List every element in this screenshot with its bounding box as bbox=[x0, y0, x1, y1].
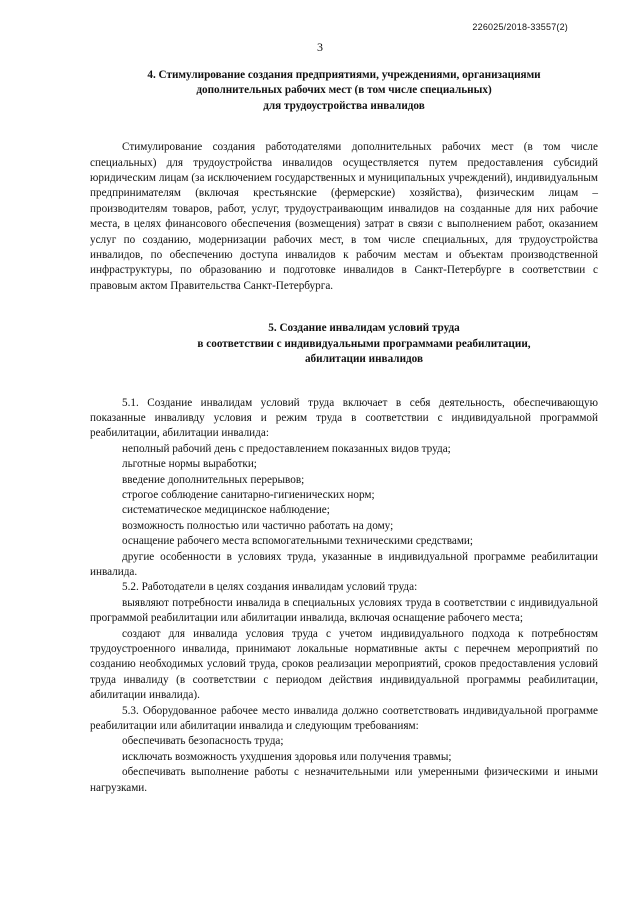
list-item: другие особенности в условиях труда, указанные в индивидуальной программе реабилитации инвалида. bbox=[90, 550, 598, 578]
section-4-heading-line: для трудоустройства инвалидов bbox=[263, 99, 425, 112]
list-item: выявляют потребности инвалида в специальных условиях труда в соответствии с индивидуальной программой реабилитации или абилитации инвалида, включая оснащение рабочего места; bbox=[90, 596, 598, 625]
section-5-heading-line: в соответствии с индивидуальными программами реабилитации, bbox=[197, 337, 531, 350]
page-number: 3 bbox=[317, 40, 323, 54]
paragraph-5-2-intro: 5.2. Работодатели в целях создания инвалидам условий труда: bbox=[122, 581, 418, 594]
list-item: неполный рабочий день с предоставлением показанных видов труда; bbox=[122, 442, 451, 455]
document-body bbox=[90, 66, 598, 796]
list-item: систематическое медицинское наблюдение; bbox=[122, 504, 330, 517]
list-item: исключать возможность ухудшения здоровья или получения травмы; bbox=[122, 750, 452, 763]
list-item: обеспечивать выполнение работы с незначительными или умеренными физическими и иными нагрузками. bbox=[90, 766, 598, 794]
section-5-body bbox=[90, 396, 598, 797]
list-item: введение дополнительных перерывов; bbox=[122, 473, 305, 486]
section-4-heading bbox=[90, 68, 598, 114]
list-item: льготные нормы выработки; bbox=[122, 458, 257, 471]
section-5-heading bbox=[90, 321, 598, 367]
list-item: создают для инвалида условия труда с учетом индивидуального подхода к потребностям трудоустроенного инвалида, принимают локальные нормативные акты с перечнем мероприятий по созданию необходимых условий труда, сроков реализации мероприятий, сроков предоставления условий труда инвалиду (в соответствии с периодом действия индивидуальной программы реабилитации, абилитации инвалида). bbox=[90, 627, 598, 702]
paragraph-5-3-intro: 5.3. Оборудованное рабочее место инвалида должно соответствовать индивидуальной программе реабилитации или абилитации инвалида и следующим требованиям: bbox=[90, 704, 598, 733]
document-registration-number: 226025/2018-33557(2) bbox=[472, 22, 568, 32]
section-4-paragraph: Стимулирование создания работодателями дополнительных рабочих мест (в том числе специальных) для трудоустройства инвалидов осуществляется путем предоставления субсидий юридическим лицам (за исключением государственных и муниципальных учреждений), индивидуальным предпринимателям (включая крестьянские (фермерские) хозяйства), физическим лицам – производителям товаров, работ, услуг, трудоустраивающим инвалидов на созданные для них рабочие места, в целях финансового обеспечения (возмещения) затрат в связи с выполнением работ, оказанием услуг по созданию, модернизации рабочих мест, в том числе специальных, для трудоустройства инвалидов, по обеспечению доступа инвалидов к рабочим местам и объектам производственной инфраструктуры, по образованию и подготовке инвалидов в Санкт-Петербурге в соответствии с правовым актом Правительства Санкт-Петербурга. bbox=[90, 141, 598, 292]
section-4-heading-line: 4. Стимулирование создания предприятиями, учреждениями, организациями bbox=[147, 69, 541, 81]
section-5-heading-line: 5. Создание инвалидам условий труда bbox=[268, 322, 460, 335]
paragraph-5-1-intro: 5.1. Создание инвалидам условий труда включает в себя деятельность, обеспечивающую показанные инваливду условия и режим труда в соответствии с индивидуальной программой реабилитации, абилитации инвалида: bbox=[90, 396, 598, 440]
section-4-heading-line: дополнительных рабочих мест (в том числе специальных) bbox=[196, 84, 492, 97]
list-item: возможность полностью или частично работать на дому; bbox=[122, 519, 394, 532]
list-item: обеспечивать безопасность труда; bbox=[122, 735, 284, 748]
section-4-body bbox=[90, 140, 598, 294]
section-5-heading-line: абилитации инвалидов bbox=[304, 353, 424, 366]
list-item: строгое соблюдение санитарно-гигиенических норм; bbox=[122, 488, 375, 501]
list-item: оснащение рабочего места вспомогательными техническими средствами; bbox=[122, 535, 474, 548]
